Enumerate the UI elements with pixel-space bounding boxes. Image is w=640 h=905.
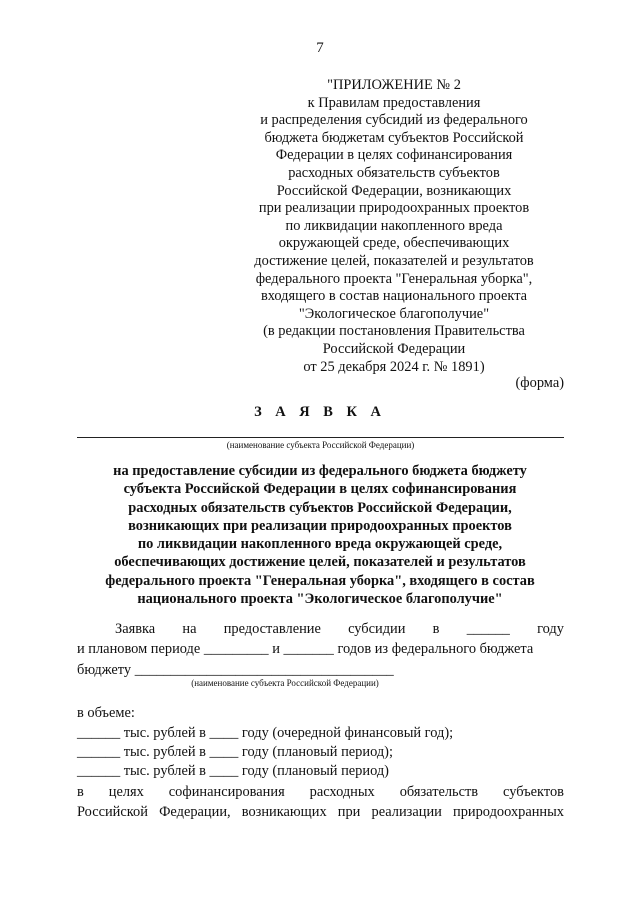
body-line-last-2 [77,802,564,822]
appendix-line: "Экологическое благополучие" [298,305,490,322]
body-word: обязательств [399,784,479,800]
body-word: Российской [77,804,148,820]
appendix-line: достижение целей, показателей и результатов [254,252,534,269]
body-word: в [77,784,84,800]
appendix-line: при реализации природоохранных проектов [258,200,530,217]
appendix-line: по ликвидации накопленного вреда [285,217,503,234]
purpose-line: на предоставление субсидии из федерального бюджета бюджету [113,463,527,479]
purpose-line: по ликвидации накопленного вреда окружающей среде, [137,536,503,553]
subject-name-caption: (наименование субъекта Российской Федерации) [226,440,415,450]
volume-label: в объеме: [77,705,135,721]
body-word: году [537,621,564,637]
appendix-line: расходных обязательств субъектов [288,164,500,181]
appendix-line: Российской Федерации [322,340,466,357]
appendix-line: и распределения субсидий из федерального [260,112,528,129]
body-word: субъектов [503,784,564,800]
volume-line: ______ тыс. рублей в ____ году (плановый период) [77,763,389,779]
body-word: при [337,804,361,820]
body-line-2: и плановом периоде _________ и _______ годов из федерального бюджета [77,641,534,657]
volume-line: ______ тыс. рублей в ____ году (очередной финансовый год); [77,725,454,741]
purpose-line: национального проекта "Экологическое благополучие" [137,591,503,608]
body-word: Заявка [115,621,156,637]
volume-line: ______ тыс. рублей в ____ году (плановый период); [77,744,393,760]
purpose-line: федерального проекта "Генеральная уборка", входящего в состав [105,572,535,589]
body-word: ______ [466,621,510,637]
appendix-line: бюджета бюджетам субъектов Российской [264,129,524,146]
body-word: целях [108,784,144,800]
appendix-line: Федерации в целях софинансирования [275,147,513,164]
form-label: (форма) [515,375,564,391]
body-word: на [182,621,197,637]
appendix-line: к Правилам предоставления [307,94,481,111]
body-line-1 [77,619,564,639]
appendix-line: окружающей среде, обеспечивающих [278,235,510,252]
appendix-line: Российской Федерации, возникающих [276,182,512,199]
purpose-line: субъекта Российской Федерации в целях софинансирования [123,481,517,498]
body-line-last-1 [77,782,564,802]
appendix-line: "ПРИЛОЖЕНИЕ № 2 [327,77,461,93]
body-word: субсидии [348,621,406,637]
body-word: Федерации, [159,804,231,820]
purpose-line: обеспечивающих достижение целей, показателей и результатов [114,554,526,571]
body-word: возникающих [241,804,327,820]
appendix-line: (в редакции постановления Правительства [263,323,525,340]
page-number: 7 [316,40,324,56]
purpose-block [70,462,570,608]
body-line-3: бюджету ____________________________________ [77,662,394,678]
appendix-line: федерального проекта "Генеральная уборка", [255,270,533,287]
appendix-line: от 25 декабря 2024 г. № 1891) [303,358,485,375]
body-word: расходных [309,784,375,800]
document-title: З А Я В К А [254,404,386,420]
body-subject-caption: (наименование субъекта Российской Федерации) [191,678,379,688]
purpose-line: возникающих при реализации природоохранных проектов [128,517,512,534]
subject-name-line [77,437,564,438]
body-word: реализации [371,804,442,820]
body-word: в [432,621,440,637]
appendix-header [220,77,568,376]
appendix-line: входящего в состав национального проекта [260,288,528,305]
body-word: софинансирования [168,784,285,800]
body-word: предоставление [223,621,321,637]
body-word: природоохранных [453,804,564,820]
purpose-line: расходных обязательств субъектов Российской Федерации, [128,499,512,516]
